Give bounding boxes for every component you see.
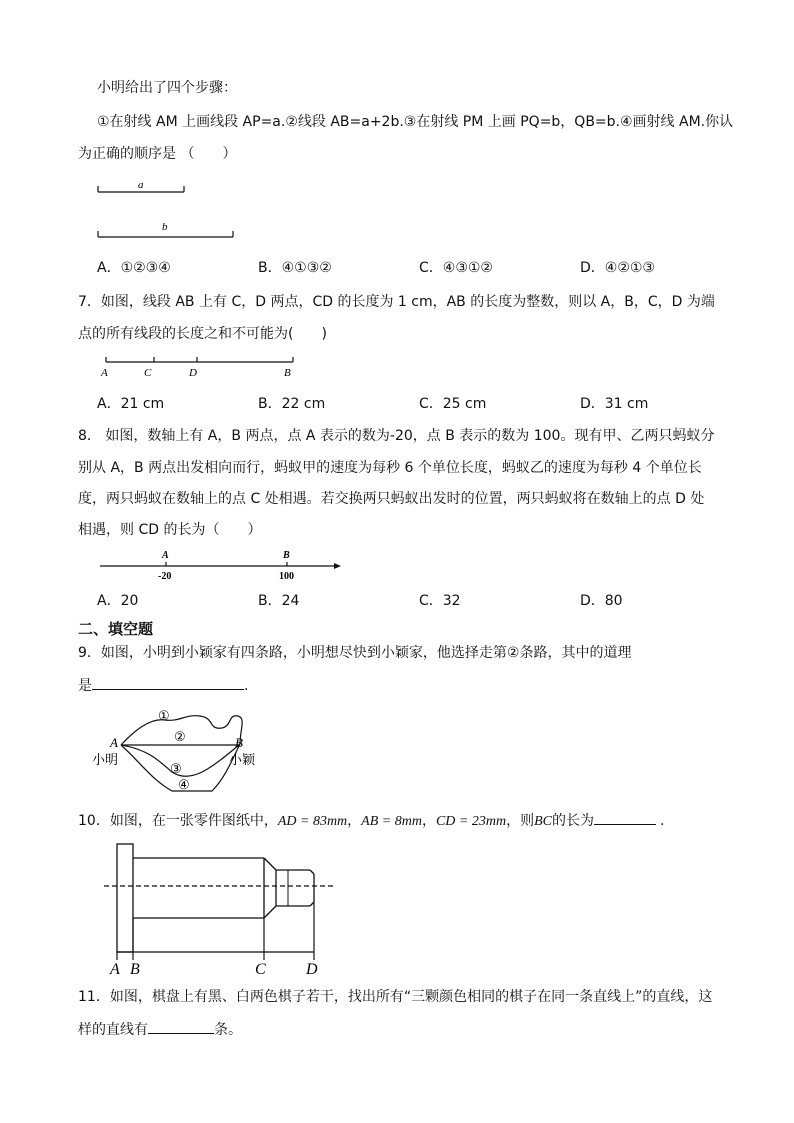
q8-label-a: A bbox=[162, 550, 169, 561]
q6-figure bbox=[96, 176, 241, 246]
section-heading-fill-in: 二、填空题 bbox=[78, 620, 154, 638]
q10-eq-cd: CD = 23mm bbox=[435, 814, 507, 829]
q6-steps-line1: ①在射线 AM 上画线段 AP=a.②线段 AB=a+2b.③在射线 PM 上画 PQ=b，QB=b.④画射线 AM.你认 bbox=[97, 114, 734, 130]
q7-figure bbox=[100, 354, 300, 380]
q7-option-c: C．25 cm bbox=[419, 396, 487, 412]
q7-option-d: D．31 cm bbox=[580, 396, 649, 412]
q9-label-a: A bbox=[110, 735, 118, 750]
q11-prefix: 样的直线有 bbox=[78, 1022, 148, 1038]
q6-intro: 小明给出了四个步骤： bbox=[97, 80, 237, 96]
q6-label-a: a bbox=[138, 179, 144, 191]
q11-suffix: 条。 bbox=[214, 1022, 242, 1038]
q9-line2 bbox=[78, 675, 248, 696]
q10-label-a: A bbox=[110, 961, 120, 978]
q11-answer-blank[interactable] bbox=[148, 1019, 214, 1034]
q7-label-c: C bbox=[144, 367, 152, 379]
q7-option-b: B．22 cm bbox=[258, 396, 326, 412]
q9-path4-label: ④ bbox=[178, 777, 190, 792]
q9-path3-label: ③ bbox=[170, 761, 182, 776]
q10-part-drawing bbox=[104, 842, 344, 978]
q9-label-xiaoying: 小颖 bbox=[229, 752, 256, 767]
q11-line1: 11．如图，棋盘上有黑、白两色棋子若干，找出所有“三颗颜色相同的棋子在同一条直线上”的直线，这 bbox=[78, 989, 713, 1005]
q7-line1: 7．如图，线段 AB 上有 C，D 两点，CD 的长度为 1 cm，AB 的长度为整数，则以 A，B，C，D 为端 bbox=[78, 294, 715, 310]
q10-answer-blank[interactable] bbox=[594, 810, 656, 825]
q9-path2-label: ② bbox=[174, 729, 186, 744]
q8-line1: 8． 如图，数轴上有 A，B 两点，点 A 表示的数为-20，点 B 表示的数为 100。现有甲、乙两只蚂蚁分 bbox=[78, 428, 715, 444]
q8-option-d: D．80 bbox=[580, 593, 623, 609]
q8-option-b: B．24 bbox=[258, 593, 300, 609]
q6-steps-line2: 为正确的顺序是 （ ） bbox=[78, 146, 237, 162]
q8-line2: 别从 A，B 两点出发相向而行，蚂蚁甲的速度为每秒 6 个单位长度，蚂蚁乙的速度为每秒 4 个单位长 bbox=[78, 460, 702, 476]
q6-label-b: b bbox=[162, 221, 168, 233]
q9-suffix: . bbox=[244, 678, 249, 694]
q10-label-d: D bbox=[306, 961, 318, 978]
q7-label-b: B bbox=[284, 367, 291, 379]
q7-option-a: A．21 cm bbox=[97, 396, 165, 412]
q8-option-c: C．32 bbox=[419, 593, 461, 609]
q10-prefix: 10．如图，在一张零件图纸中， bbox=[78, 813, 278, 829]
q10-sep2: ， bbox=[421, 813, 436, 829]
q9-label-b: B bbox=[235, 735, 243, 750]
q7-line2: 点的所有线段的长度之和不可能为( ) bbox=[78, 326, 327, 342]
q6-option-c: C．④③①② bbox=[419, 260, 493, 276]
q10-label-b: B bbox=[130, 961, 140, 978]
q9-label-xiaoming: 小明 bbox=[92, 752, 119, 767]
q10-label-c: C bbox=[255, 961, 266, 978]
q10-eq-ad: AD = 83mm bbox=[277, 814, 348, 829]
q6-option-d: D．④②①③ bbox=[580, 260, 655, 276]
q11-line2 bbox=[78, 1019, 242, 1040]
q8-line4: 相遇，则 CD 的长为（ ） bbox=[78, 522, 262, 538]
q10-sep1: ， bbox=[347, 813, 362, 829]
q10-suffix: 的长为 bbox=[551, 813, 594, 829]
q7-label-a: A bbox=[101, 367, 108, 379]
q8-option-a: A．20 bbox=[97, 593, 139, 609]
q9-prefix: 是 bbox=[78, 678, 92, 694]
q10-line bbox=[78, 810, 664, 832]
q8-label-b: B bbox=[283, 550, 290, 561]
q8-number-line bbox=[98, 548, 348, 582]
q10-bc: BC bbox=[534, 814, 552, 829]
q8-line3: 度，两只蚂蚁在数轴上的点 C 处相遇。若交换两只蚂蚁出发时的位置，两只蚂蚁将在数轴上的点 D 处 bbox=[78, 491, 705, 507]
q9-line1: 9．如图，小明到小颖家有四条路，小明想尽快到小颖家，他选择走第②条路，其中的道理 bbox=[78, 645, 632, 661]
q6-option-b: B．④①③② bbox=[258, 260, 332, 276]
q10-eq-ab: AB = 8mm bbox=[361, 814, 422, 829]
q9-answer-blank[interactable] bbox=[92, 675, 244, 690]
q8-value-a: -20 bbox=[158, 571, 172, 582]
q10-end: . bbox=[659, 813, 665, 829]
q8-value-b: 100 bbox=[279, 571, 294, 582]
q7-label-d: D bbox=[189, 367, 197, 379]
q9-figure bbox=[90, 700, 280, 800]
q9-path1-label: ① bbox=[158, 708, 170, 723]
q6-option-a: A．①②③④ bbox=[97, 260, 171, 276]
q10-mid: ，则 bbox=[506, 813, 535, 829]
